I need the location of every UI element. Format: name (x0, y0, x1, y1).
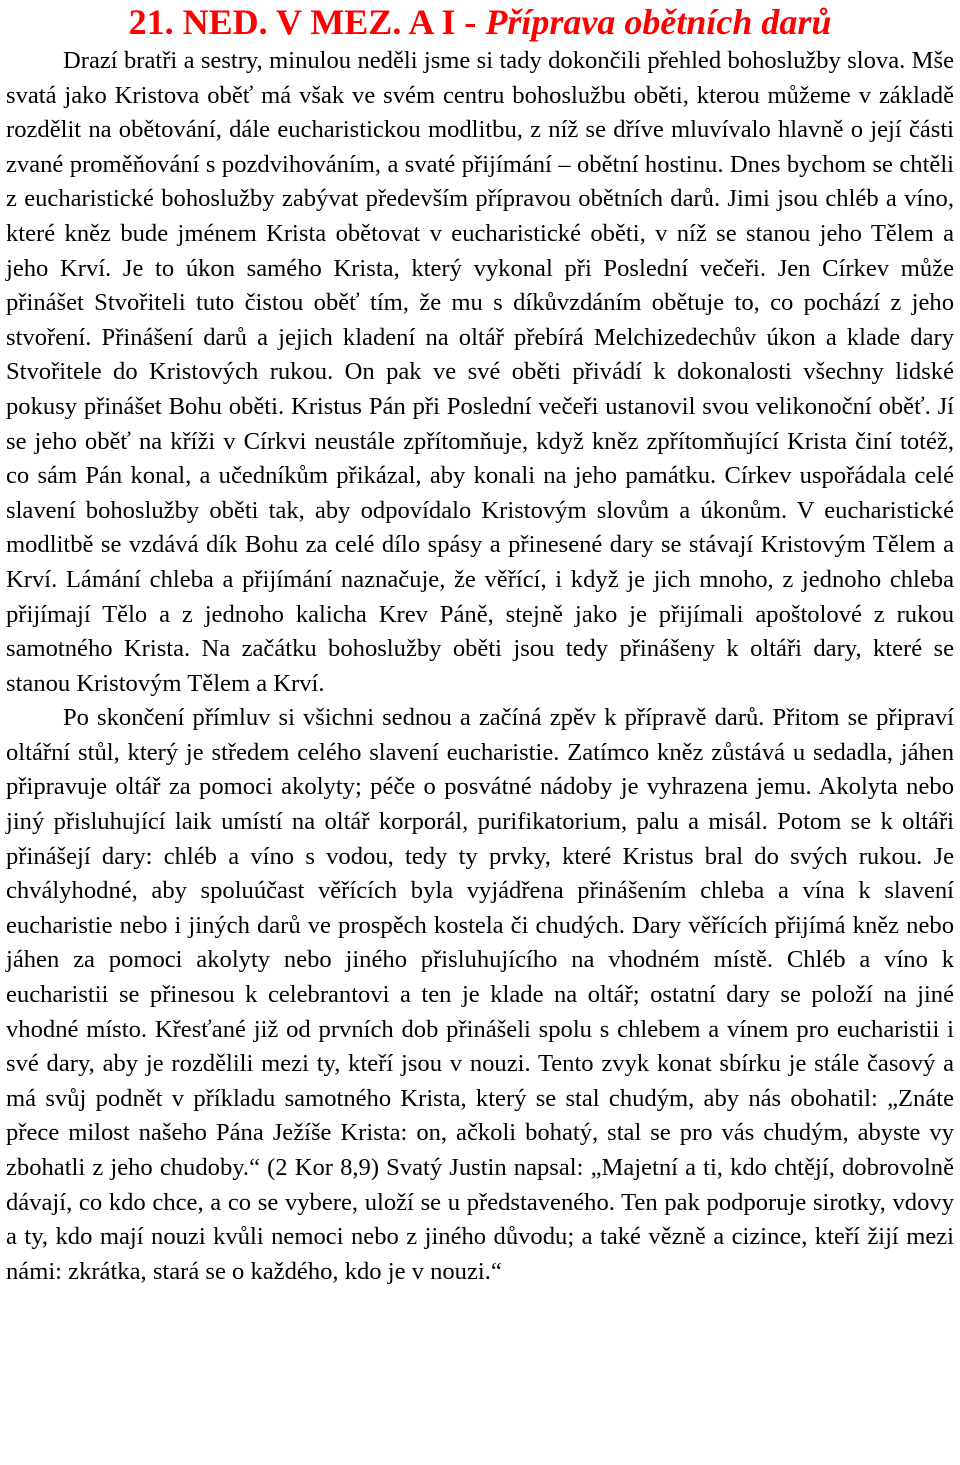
title-main: 21. NED. V MEZ. A I - (128, 2, 486, 42)
document-title (6, 0, 954, 44)
paragraph-2: Po skončení přímluv si všichni sednou a začíná zpěv k přípravě darů. Přitom se připraví oltářní stůl, který je středem celého slavení eucharistie. Zatímco kněz zůstává u sedadla, jáhen připravuje oltář za pomoci akolyty; péče o posvátné nádoby je vyhrazena jemu. Akolyta nebo jiný přisluhující laik umístí na oltář korporál, purifikatorium, palu a misál. Potom se k oltáři přinášejí dary: chléb a víno s vodou, tedy ty prvky, které Kristus bral do svých rukou. Je chvályhodné, aby spoluúčast věřících byla vyjádřena přinášením chleba a vína k slavení eucharistie nebo i jiných darů ve prospěch kostela či chudých. Dary věřících přijímá kněz nebo jáhen za pomoci akolyty nebo jiného přisluhujícího na vhodném místě. Chléb a víno k eucharistii se přinesou k celebrantovi a ten je klade na oltář; ostatní dary se položí na jiné vhodné místo. Křesťané již od prvních dob přinášeli spolu s chlebem a vínem pro eucharistii i své dary, aby je rozdělili mezi ty, kteří jsou v nouzi. Tento zvyk konat sbírku je stále časový a má svůj podnět v příkladu samotného Krista, který se stal chudým, aby nás obohatil: „Znáte přece milost našeho Pána Ježíše Krista: on, ačkoli bohatý, stal se pro vás chudým, abyste vy zbohatli z jeho chudoby.“ (2 Kor 8,9) Svatý Justin napsal: „Majetní a ti, kdo chtějí, dobrovolně dávají, co kdo chce, a co se vybere, uloží se u představeného. Ten pak podporuje sirotky, vdovy a ty, kdo mají nouzi kvůli nemoci nebo z jiného důvodu; a také vězně a cizince, kteří žijí mezi námi: zkrátka, stará se o každého, kdo je v nouzi.“ (6, 704, 954, 1285)
title-italic: Příprava obětních darů (485, 2, 832, 42)
document-page (6, 0, 954, 1289)
paragraph-1: Drazí bratři a sestry, minulou neděli jsme si tady dokončili přehled bohoslužby slova. Mše svatá jako Kristova oběť má však ve svém centru bohoslužbu oběti, kterou můžeme v základě rozdělit na obětování, dále eucharistickou modlitbu, z níž se dříve mluvívalo hlavně o její části zvané proměňování s pozdvihováním, a svaté přijímání – obětní hostinu. Dnes bychom se chtěli z eucharistické bohoslužby zabývat především přípravou obětních darů. Jimi jsou chléb a víno, které kněz bude jménem Krista obětovat v eucharistické oběti, v níž se stanou jeho Tělem a jeho Krví. Je to úkon samého Krista, který vykonal při Poslední večeři. Jen Církev může přinášet Stvořiteli tuto čistou oběť tím, že mu s díkůvzdáním obětuje to, co pochází z jeho stvoření. Přinášení darů a jejich kladení na oltář přebírá Melchizedechův úkon a klade dary Stvořitele do Kristových rukou. On pak ve své oběti přivádí k dokonalosti všechny lidské pokusy přinášet Bohu oběti. Kristus Pán při Poslední večeři ustanovil svou velikonoční oběť. Jí se jeho oběť na kříži v Církvi neustále zpřítomňuje, když kněz zpřítomňující Krista činí totéž, co sám Pán konal, a učedníkům přikázal, aby konali na jeho památku. Církev uspořádala celé slavení bohoslužby oběti tak, aby odpovídalo Kristovým slovům a úkonům. V eucharistické modlitbě se vzdává dík Bohu za celé dílo spásy a přinesené dary se stávají Kristovým Tělem a Krví. Lámání chleba a přijímání naznačuje, že věřící, i když je jich mnoho, z jednoho chleba přijímají Tělo a z jednoho kalicha Krev Páně, stejně jako je přijímali apoštolové z rukou samotného Krista. Na začátku bohoslužby oběti jsou tedy přinášeny k oltáři dary, které se stanou Kristovým Tělem a Krví. (6, 47, 954, 697)
